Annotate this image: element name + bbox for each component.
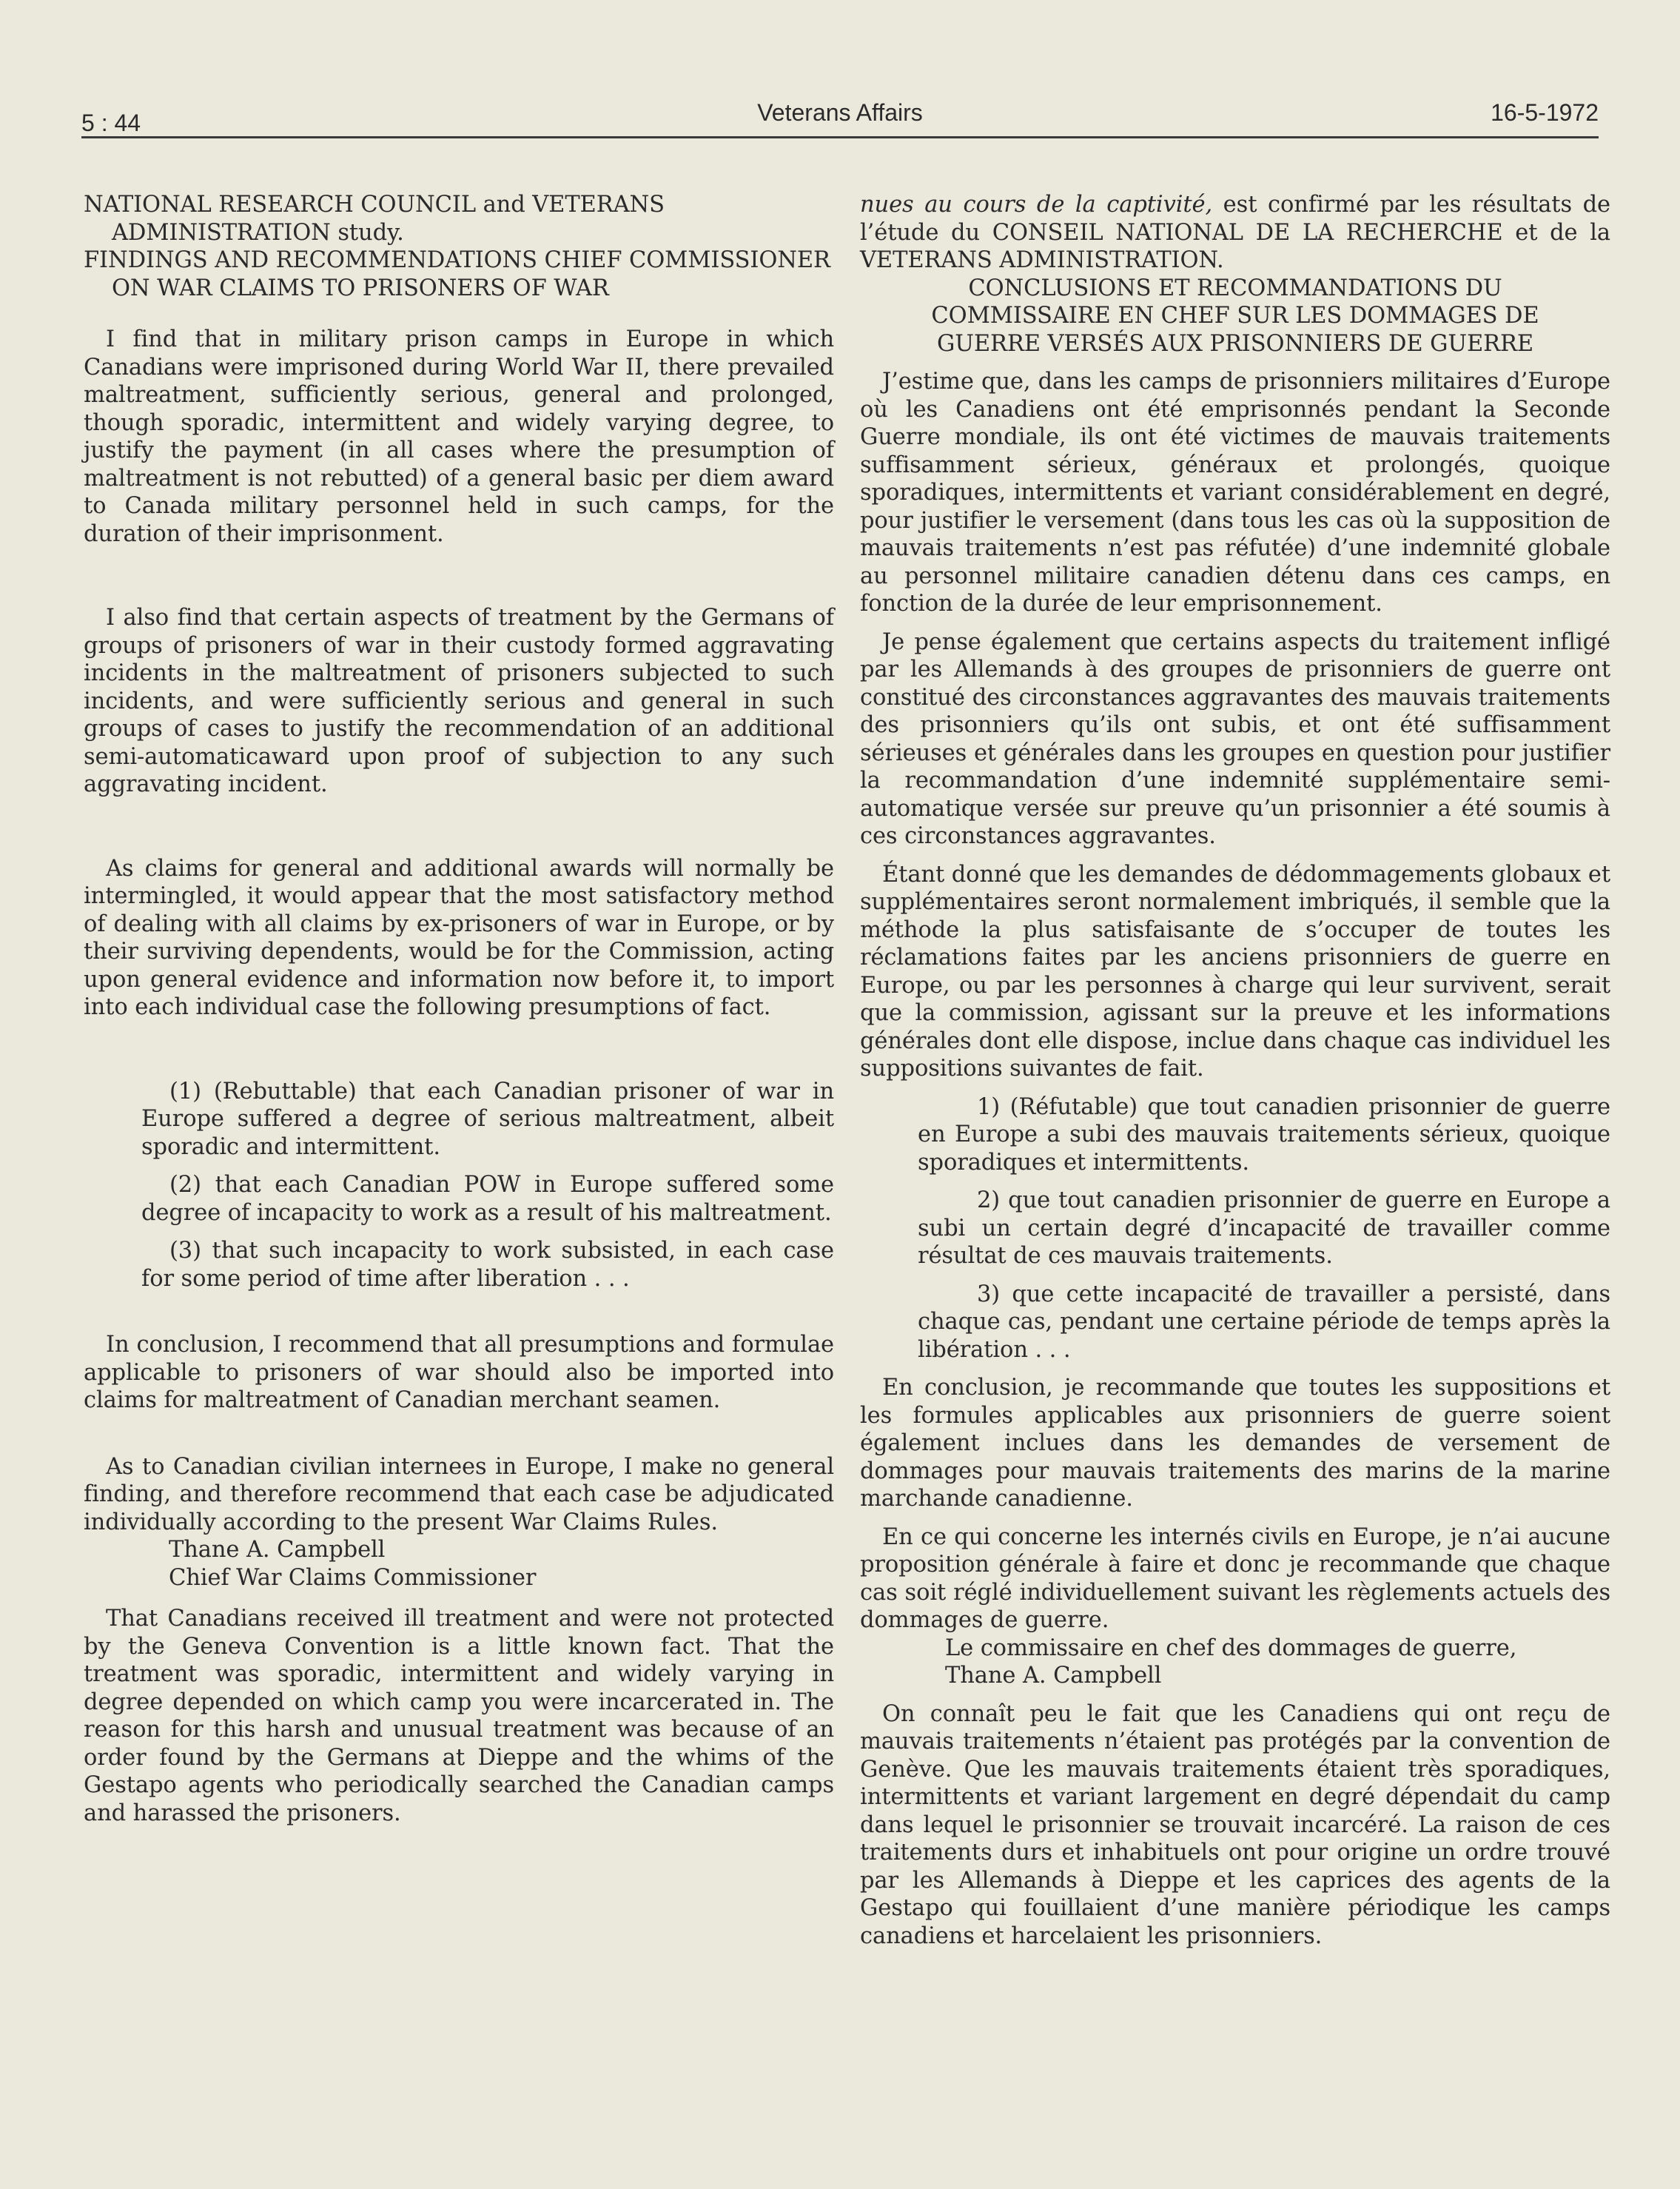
english-signature-title: Chief War Claims Commissioner (169, 1564, 537, 1591)
french-paragraph-3: Étant donné que les demandes de dédommagements globaux et supplémentaires seront normalement imbriqués, il semble que la méthode la plus satisfaisante de s’occuper de toutes les réclamations faites par les anciens prisonniers de guerre en Europe, ou par les personnes à charge qui leur survivent, serait que la commission, agissant sur la preuve et les informations générales dont elle dispose, inclue dans chaque cas individuel les suppositions suivantes de fait. (860, 861, 1610, 1082)
english-heading-findings: FINDINGS AND RECOMMENDATIONS CHIEF COMMISSIONER ON WAR CLAIMS TO PRISONERS OF WAR (84, 247, 830, 301)
english-paragraph-5: As to Canadian civilian internees in Europe, I make no general finding, and therefore recommend that each case be adjudicated individually according to the present War Claims Rules. (84, 1453, 834, 1535)
french-presumption-2: 2) que tout canadien prisonnier de guerre en Europe a subi un certain degré d’incapacité de travailler comme résultat de ces mauvais traitements. (918, 1187, 1610, 1269)
french-paragraph-2: Je pense également que certains aspects du traitement infligé par les Allemands à des groupes de prisonniers de guerre ont constitué des circonstances aggravantes des mauvais traitements des prisonniers qu’ils ont subis, et ont été suffisamment sérieuses et générales dans les groupes en question pour justifier la recommandation d’une indemnité supplémentaire semi-automatique versée sur preuve qu’un prisonnier a été soumis à ces circonstances aggravantes. (860, 628, 1610, 849)
english-presumption-3: (3) that such incapacity to work subsisted, in each case for some period of time after liberation . . . (141, 1238, 834, 1292)
english-signature-name: Thane A. Campbell (169, 1537, 386, 1563)
page-header (81, 95, 1599, 138)
french-signature-name: Thane A. Campbell (945, 1663, 1162, 1689)
english-paragraph-4: In conclusion, I recommend that all presumptions and formulae applicable to prisoners of war should also be imported into claims for maltreatment of Canadian merchant seamen. (84, 1332, 834, 1413)
english-paragraph-2: I also find that certain aspects of treatment by the Germans of groups of prisoners of war in their custody formed aggravating incidents in the maltreatment of prisoners subjected to such incidents, and were sufficiently serious and general in such groups of cases to justify the recommendation of an additional semi-automaticaward upon proof of subjection to any such aggravating incident. (84, 605, 834, 797)
english-presumption-1: (1) (Rebuttable) that each Canadian prisoner of war in Europe suffered a degree of serious maltreatment, albeit sporadic and intermittent. (141, 1078, 834, 1160)
english-heading-study: NATIONAL RESEARCH COUNCIL and VETERANS ADMINISTRATION study. (84, 192, 665, 246)
french-presumption-3: 3) que cette incapacité de travailler a persisté, dans chaque cas, pendant une certaine période de temps après la libération . . . (918, 1281, 1610, 1363)
french-continuation (860, 191, 1610, 275)
french-column (860, 191, 1610, 1950)
english-presumption-2: (2) that each Canadian POW in Europe suffered some degree of incapacity to work as a result of his maltreatment. (141, 1172, 834, 1226)
english-column (84, 191, 834, 1827)
french-paragraph-5: En ce qui concerne les internés civils en Europe, je n’ai aucune proposition générale à faire et donc je recommande que chaque cas soit réglé individuellement suivant les règlements actuels des dommages de guerre. (860, 1523, 1610, 1633)
french-presumption-1: 1) (Réfutable) que tout canadien prisonnier de guerre en Europe a subi des mauvais traitements sérieux, quoique sporadiques et intermittents. (918, 1093, 1610, 1176)
french-paragraph-1: J’estime que, dans les camps de prisonniers militaires d’Europe où les Canadiens ont été emprisonnés pendant la Seconde Guerre mondiale, ils ont été victimes de mauvais traitements suffisamment sérieux, généraux et prolongés, quoique sporadiques, intermittents et variant considérablement en degré, pour justifier le versement (dans tous les cas où la supposition de mauvais traitements n’est pas réfutée) d’une indemnité globale au personnel militaire canadien détenu dans ces camps, en fonction de la durée de leur emprisonnement. (860, 369, 1610, 617)
english-paragraph-1: I find that in military prison camps in Europe in which Canadians were imprisoned during World War II, there prevailed maltreatment, sufficiently serious, general and prolonged, though sporadic, intermittent and widely varying degree, to justify the payment (in all cases where the presumption of maltreatment is not rebutted) of a general basic per diem award to Canada military personnel held in such camps, for the duration of their imprisonment. (84, 326, 834, 547)
english-paragraph-6: That Canadians received ill treatment and were not protected by the Geneva Convention is a little known fact. That the treatment was sporadic, intermittent and widely varying in degree depended on which camp you were incarcerated in. The reason for this harsh and unusual treatment was because of an order found by the Germans at Dieppe and the whims of the Gestapo agents who periodically searched the Canadian camps and harassed the prisoners. (84, 1606, 834, 1826)
running-title: Veterans Affairs (757, 99, 923, 126)
french-paragraph-4: En conclusion, je recommande que toutes les suppositions et les formules applicables aux prisonniers de guerre soient également inclues dans les demandes de versement de dommages pour mauvais traitements des marins de la marine marchande canadienne. (860, 1375, 1610, 1512)
header-date: 16-5-1972 (1491, 99, 1599, 126)
french-paragraph-6: On connaît peu le fait que les Canadiens qui ont reçu de mauvais traitements n’étaient pas protégés par la convention de Genève. Que les mauvais traitements étaient très sporadiques, intermittents et variant largement en degré dépendait du camp dans lequel le prisonnier se trouvait incarcéré. La raison de ces traitements durs et inhabituels ont pour origine un ordre trouvé par les Allemands à Dieppe et les caprices des agents de la Gestapo qui fouillaient d’une manière périodique les camps canadiens et harcelaient les prisonniers. (860, 1700, 1610, 1949)
french-signature-title: Le commissaire en chef des dommages de guerre, (945, 1635, 1517, 1661)
french-continuation-italic: nues au cours de la captivité, (860, 192, 1213, 218)
english-paragraph-3: As claims for general and additional awards will normally be intermingled, it would appear that the most satisfactory method of dealing with all claims by ex-prisoners of war in Europe, or by their surviving dependents, would be for the Commission, acting upon general evidence and information now before it, to import into each individual case the following presumptions of fact. (84, 855, 834, 1020)
french-heading: CONCLUSIONS ET RECOMMANDATIONS DU COMMISSAIRE EN CHEF SUR LES DOMMAGES DE GUERRE VERSÉS AUX PRISONNIERS DE GUERRE (931, 275, 1539, 357)
page-number: 5 : 44 (81, 110, 141, 136)
french-continuation-rest: est confirmé par les résultats de l’étude du CONSEIL NATIONAL DE LA RECHERCHE et de la VETERANS ADMINISTRATION. (860, 192, 1610, 273)
